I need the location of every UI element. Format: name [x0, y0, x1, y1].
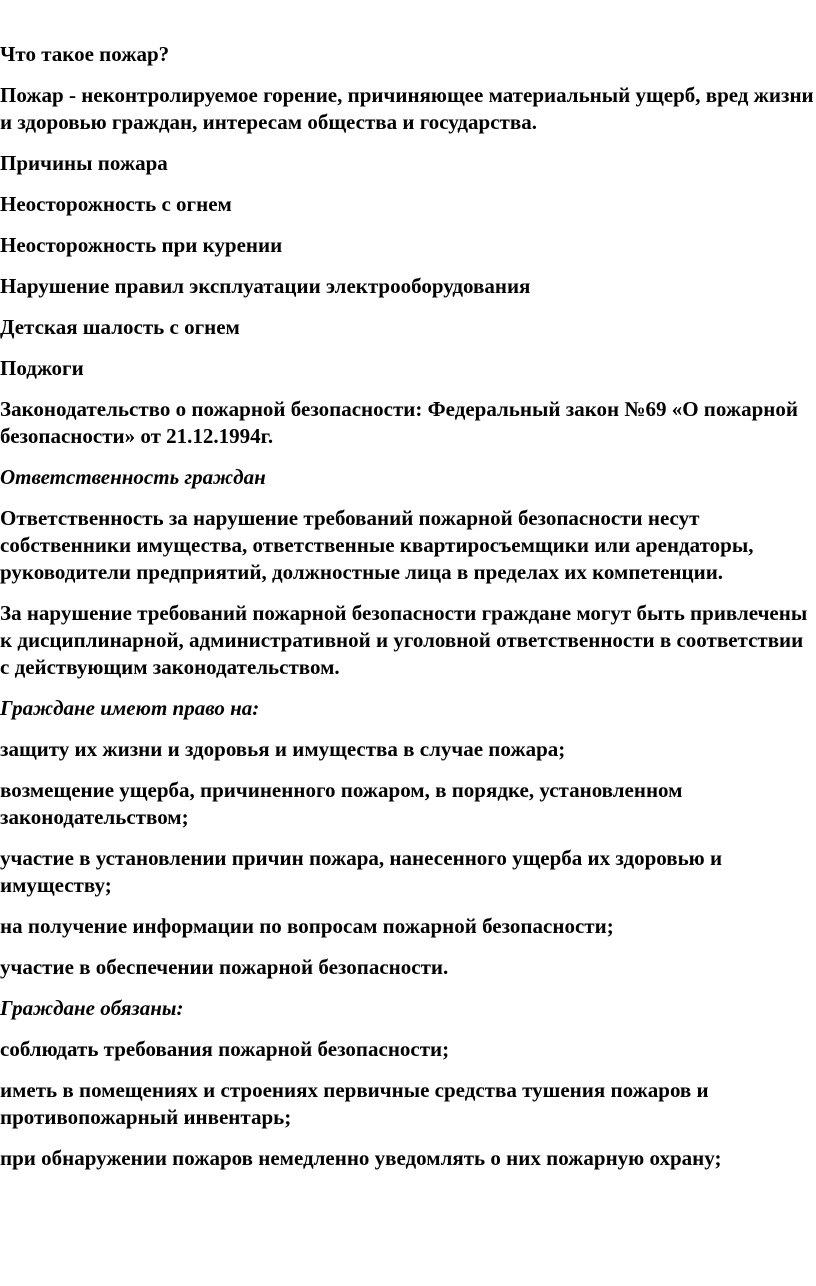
duties-item: соблюдать требования пожарной безопасности; — [0, 1037, 450, 1061]
rights-item: участие в обеспечении пожарной безопасности. — [0, 955, 449, 979]
document-body — [0, 41, 816, 1186]
liability-paragraph: За нарушение требований пожарной безопасности граждане могут быть привлечены к дисциплинарной, административной и уголовной ответственности в соответствии с действующим законодательством. — [0, 601, 808, 679]
cause-item: Нарушение правил эксплуатации электрооборудования — [0, 274, 531, 298]
rights-item: возмещение ущерба, причиненного пожаром, в порядке, установленном законодательством; — [0, 778, 683, 829]
legislation-paragraph: Законодательство о пожарной безопасности: Федеральный закон №69 «О пожарной безопасности» от 21.12.1994г. — [0, 397, 798, 448]
cause-item: Поджоги — [0, 356, 84, 380]
duties-item: при обнаружении пожаров немедленно уведомлять о них пожарную охрану; — [0, 1146, 722, 1170]
cause-item: Неосторожность с огнем — [0, 192, 232, 216]
duties-item: иметь в помещениях и строениях первичные средства тушения пожаров и противопожарный инвентарь; — [0, 1078, 709, 1129]
cause-item: Детская шалость с огнем — [0, 315, 240, 339]
responsibility-paragraph: Ответственность за нарушение требований пожарной безопасности несут собственники имущества, ответственные квартиросъемщики или арендаторы, руководители предприятий, должностные лица в пределах их компетенции. — [0, 506, 754, 584]
causes-heading: Причины пожара — [0, 151, 168, 175]
rights-item: участие в установлении причин пожара, нанесенного ущерба их здоровью и имуществу; — [0, 846, 723, 897]
fire-definition: Пожар - неконтролируемое горение, причиняющее материальный ущерб, вред жизни и здоровью граждан, интересам общества и государства. — [0, 83, 814, 134]
duties-heading: Граждане обязаны: — [0, 996, 184, 1020]
rights-item: на получение информации по вопросам пожарной безопасности; — [0, 914, 614, 938]
rights-heading: Граждане имеют право на: — [0, 696, 260, 720]
responsibility-heading: Ответственность граждан — [0, 465, 266, 489]
question-heading: Что такое пожар? — [0, 42, 170, 66]
rights-item: защиту их жизни и здоровья и имущества в случае пожара; — [0, 737, 566, 761]
cause-item: Неосторожность при курении — [0, 233, 283, 257]
